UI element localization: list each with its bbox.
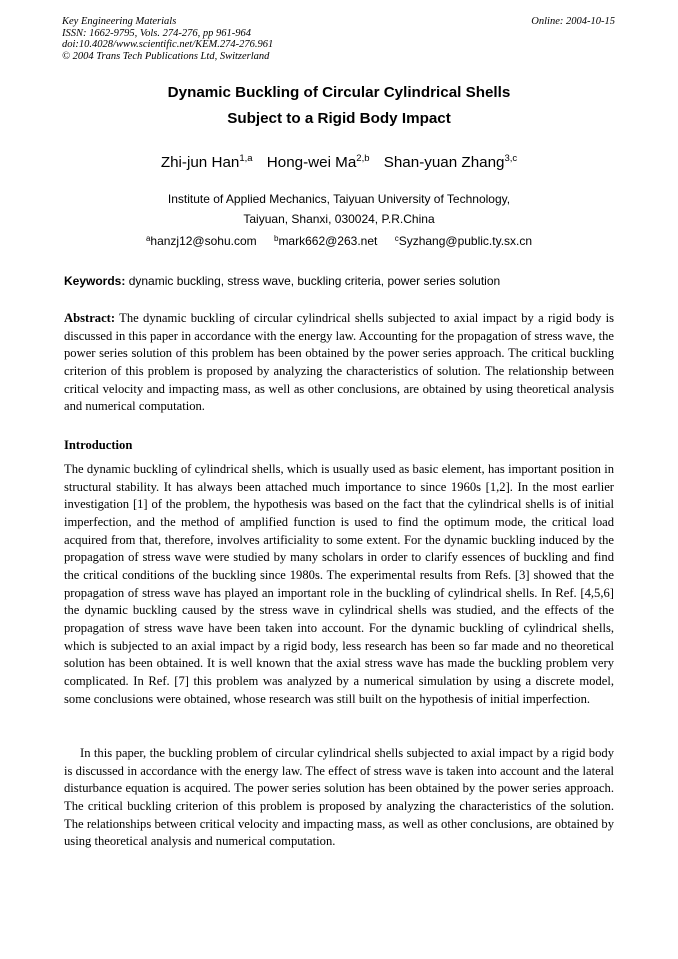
email-address[interactable]: hanzj12@sohu.com xyxy=(150,234,257,248)
author xyxy=(384,154,517,171)
journal-header xyxy=(62,16,273,62)
affiliation-line-1: Institute of Applied Mechanics, Taiyuan University of Technology, xyxy=(167,192,511,206)
abstract-text: The dynamic buckling of circular cylindrical shells subjected to axial impact by a rigid body is discussed in this paper in accordance with the energy law. Accounting for the propagation of stress wave, the power series solution of this problem has been obtained by the power series approach. The critical buckling criterion of this problem is proposed by analyzing the characteristics of solution. The relationship between critical velocity and impacting mass, as well as other conclusions, are obtained by using theoretical analysis and numerical computation. xyxy=(64,311,614,414)
issn-line: ISSN: 1662-9795, Vols. 274-276, pp 961-964 xyxy=(62,27,251,39)
email-address[interactable]: mark662@263.net xyxy=(278,234,378,248)
author-affiliation-mark: 1,a xyxy=(239,153,253,164)
email-list xyxy=(0,233,678,249)
introduction-paragraph-2 xyxy=(64,745,614,851)
abstract xyxy=(64,310,614,416)
title-line-1: Dynamic Buckling of Circular Cylindrical Shells xyxy=(167,84,511,101)
journal-name: Key Engineering Materials xyxy=(62,16,177,27)
author-name: Shan-yuan Zhang xyxy=(383,154,505,171)
author-list xyxy=(0,153,678,173)
doi-line[interactable]: doi:10.4028/www.scientific.net/KEM.274-276.961 xyxy=(62,39,274,50)
author-name: Hong-wei Ma xyxy=(266,154,357,171)
introduction-heading: Introduction xyxy=(64,438,133,452)
author-affiliation-mark: 3,c xyxy=(504,153,518,164)
email-entry[interactable] xyxy=(146,234,257,248)
paragraph-text: The dynamic buckling of cylindrical shells, which is usually used as basic element, has important position in structural stability. It has always been attached much importance to since 1960s [1,2]. In the most earlier investigation [1] of the problem, the hypothesis was based on the fact that the cylindrical shells is of initial imperfection, and the method of amplified function is used to find the optimum mode, the critical load acquired from that, therefore, involves artificiality to some extent. For the dynamic buckling induced by the propagation of stress wave were studied by many scholars in order to clarify essences of buckling and find the critical conditions of the buckling since 1980s. The experimental results from Refs. [3] showed that the propagation of stress wave has played an important role in the buckling of cylindrical shells. In Ref. [4,5,6] the dynamic buckling caused by the stress wave in cylindrical shells was studied, and the effects of the propagation of stress wave have been taken into account. For the dynamic buckling of cylindrical shells, which is subjected to an axial impact by a rigid body, less research has been so far made and no theoretical solution has been obtained. It is well known that the axial stress wave has made the buckling problem very complicated. In Ref. [7] this problem was analyzed by a numerical simulation by using a discrete model, some conclusions were obtained, whose research was still built on the hypothesis of initial imperfection. xyxy=(64,462,614,706)
keywords xyxy=(64,272,624,290)
author xyxy=(161,154,253,171)
abstract-label: Abstract: xyxy=(64,311,116,325)
keywords-text: dynamic buckling, stress wave, buckling criteria, power series solution xyxy=(125,274,501,288)
paragraph-text: In this paper, the buckling problem of circular cylindrical shells subjected to axial impact by a rigid body is discussed in accordance with the energy law. The effect of stress wave is taken into account and the lateral disturbance equation is acquired. The power series solution has been obtained by the power series approach. The critical buckling criterion of this problem is proposed by analyzing the characteristics of the solution. The relationships between critical velocity and impacting mass, as well as other conclusions, are obtained by using theoretical analysis and numerical computation. xyxy=(64,746,614,849)
email-entry[interactable] xyxy=(395,234,532,248)
introduction-paragraph-1 xyxy=(64,461,614,708)
email-mark: b xyxy=(273,234,279,243)
email-mark: c xyxy=(394,234,399,243)
author-affiliation-mark: 2,b xyxy=(356,153,370,164)
paper-title xyxy=(0,80,678,132)
online-date: Online: 2004-10-15 xyxy=(531,16,615,27)
affiliation xyxy=(0,190,678,229)
affiliation-line-2: Taiyuan, Shanxi, 030024, P.R.China xyxy=(243,211,435,226)
keywords-label: Keywords: xyxy=(64,274,126,288)
copyright-line: © 2004 Trans Tech Publications Ltd, Switzerland xyxy=(62,50,270,62)
email-address[interactable]: Syzhang@public.ty.sx.cn xyxy=(398,234,533,248)
email-mark: a xyxy=(145,234,151,243)
title-line-2: Subject to a Rigid Body Impact xyxy=(227,110,451,127)
email-entry[interactable] xyxy=(274,234,377,248)
author xyxy=(267,154,370,171)
author-name: Zhi-jun Han xyxy=(160,154,240,171)
